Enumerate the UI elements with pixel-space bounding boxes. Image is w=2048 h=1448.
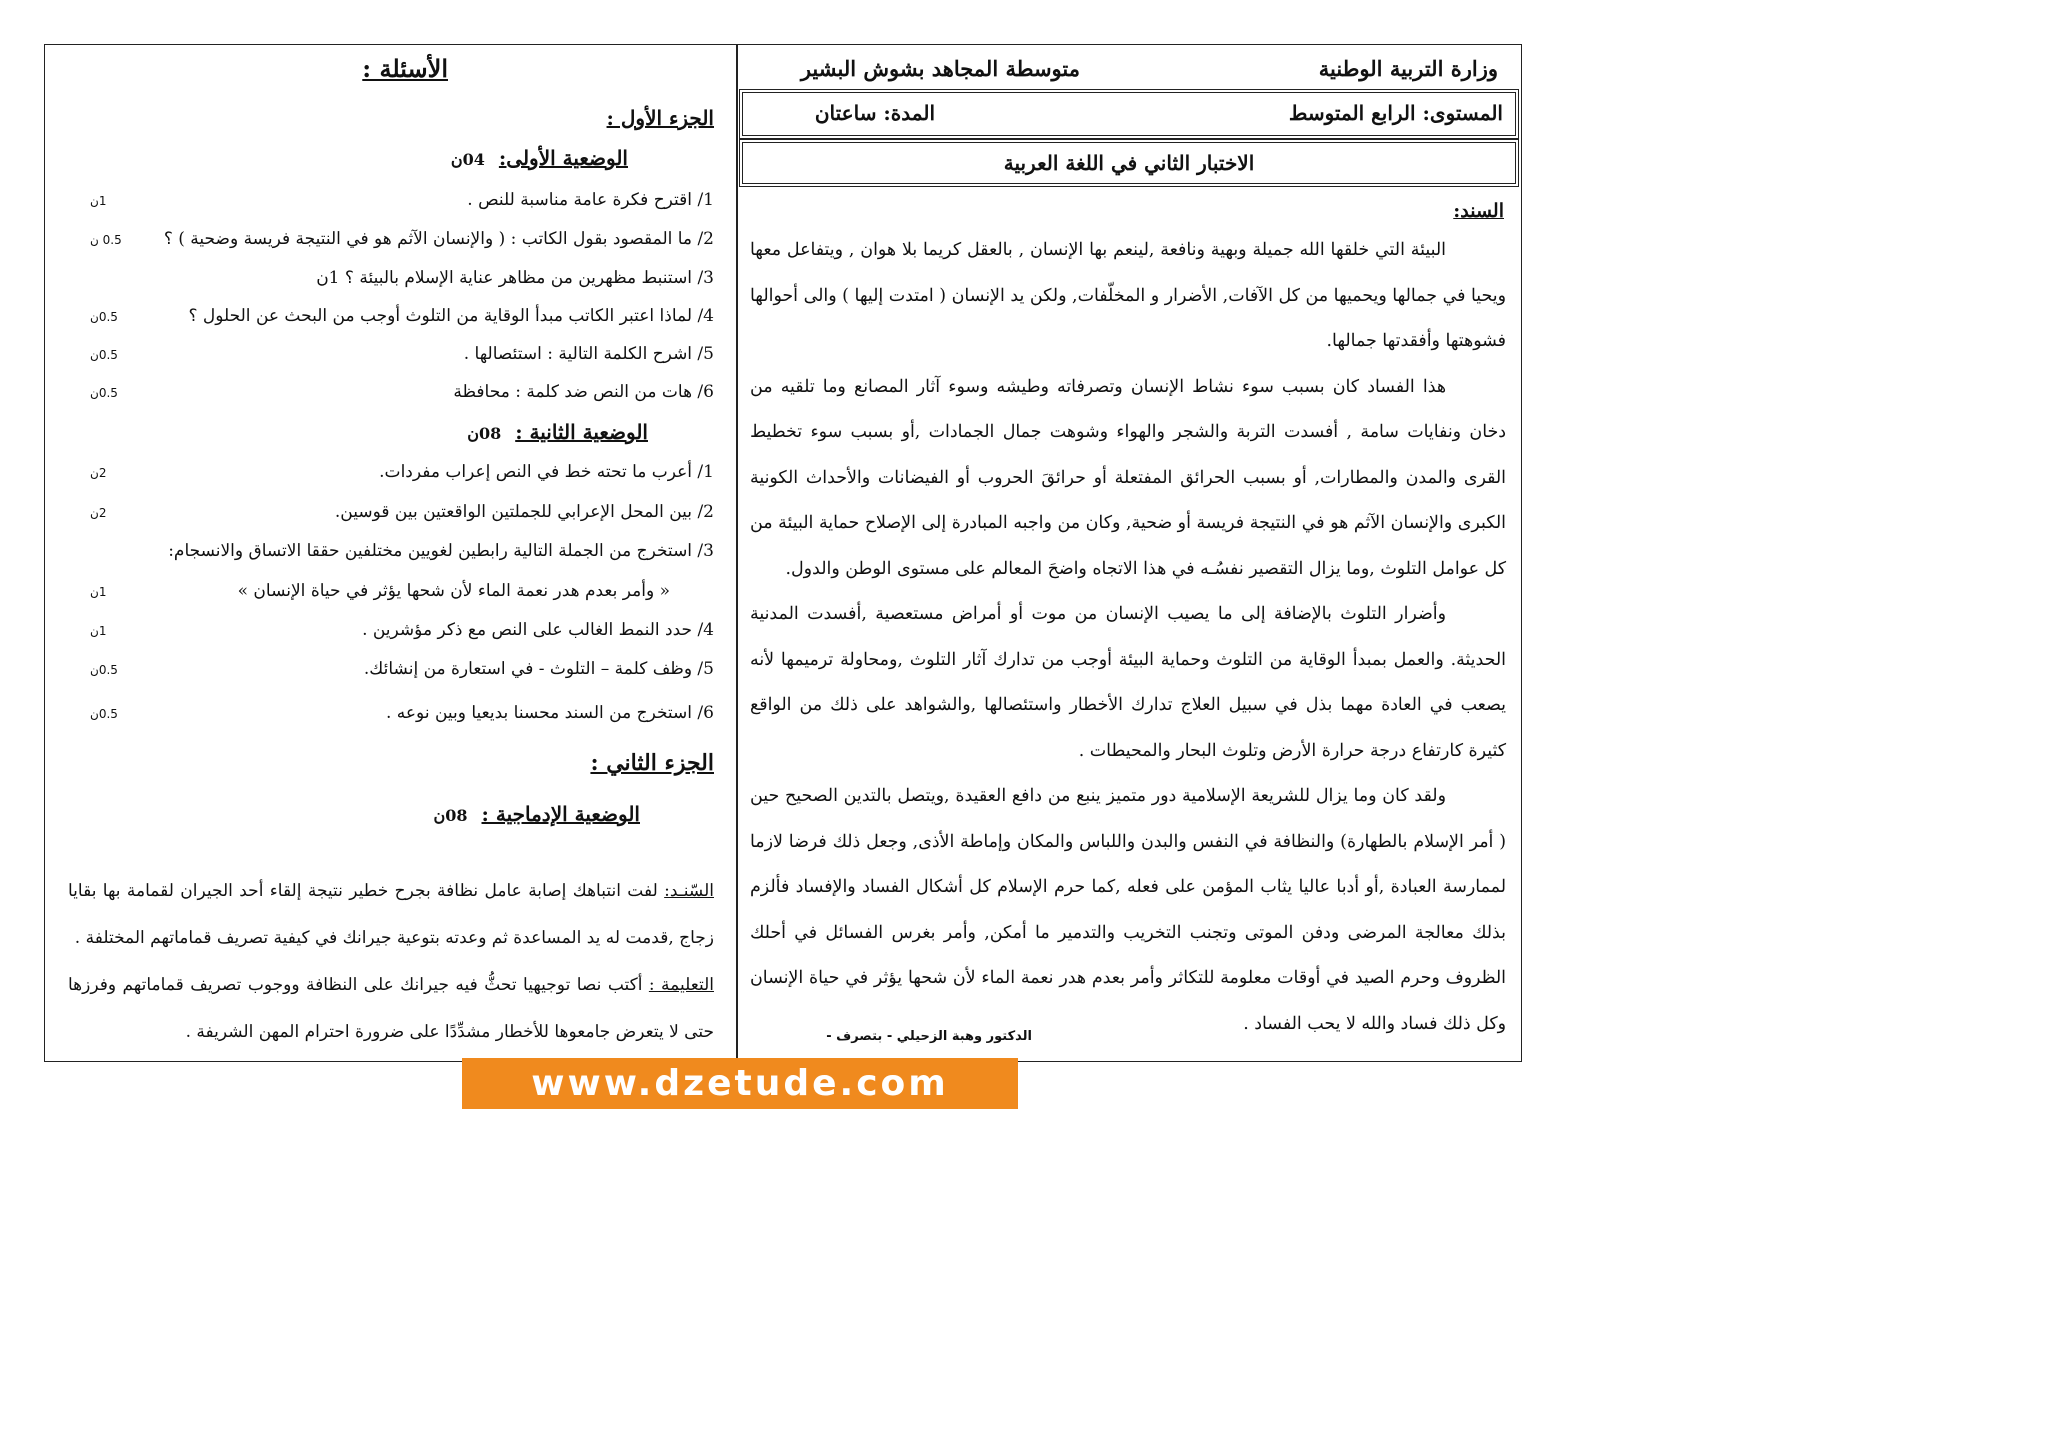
sanad-label: السّنـد:: [664, 881, 714, 901]
question-item: 4/ حدد النمط الغالب على النص مع ذكر مؤشرين . 1ن: [90, 620, 714, 640]
integration-marks: 08ن: [433, 806, 468, 825]
quote-mark: 1ن: [90, 585, 107, 599]
questions-column: [46, 44, 736, 1062]
ministry-name: وزارة التربية الوطنية: [1318, 56, 1498, 81]
part2-title: الجزء الثاني :: [590, 750, 714, 776]
integration-title: [434, 802, 641, 826]
quote-row: [68, 581, 714, 609]
situation1-marks: 04ن: [450, 150, 485, 169]
site-banner[interactable]: www.dzetude.com: [462, 1058, 1018, 1109]
questions-title: الأسئلة :: [362, 54, 448, 83]
task-label: التعليمة :: [648, 975, 714, 995]
level-label: المستوى: الرابع المتوسط: [1288, 101, 1503, 125]
question-item: 5/ اشرح الكلمة التالية : استئصالها . 0.5ن: [90, 344, 714, 364]
paragraph-3: وأضرار التلوث بالإضافة إلى ما يصيب الإنسان من موت أو أمراض مستعصية ,أفسدت المدنية الحديثة. والعمل بمبدأ الوقاية من التلوث وحماية البيئة أوجب من تدارك آثار التلوث ,ومحاولة ترميمها لأنه يصعب في العادة مهما بذل في سبيل العلاج تدارك الأخطار واستئصالها ,والشواهد على ذلك من الواقع كثيرة كارتفاع درجة حرارة الأرض وتلوث البحار والمحيطات .: [750, 604, 1506, 761]
task-text: أكتب نصا توجيهيا تحثُّ فيه جيرانك على النظافة ووجوب تصريف قماماتهم وفرزها حتى لا يتعرض جامعوها للأخطار مشدِّدًا على ضرورة احترام المهن الشريفة .: [68, 975, 714, 1042]
column-divider: [736, 44, 738, 1062]
question-item: 4/ لماذا اعتبر الكاتب مبدأ الوقاية من التلوث أوجب من البحث عن الحلول ؟ 0.5ن: [90, 306, 714, 326]
paragraph-1: البيئة التي خلقها الله جميلة وبهية ونافعة ,لينعم بها الإنسان , بالعقل كريما بلا هوان , ويتفاعل معها ويحيا في جمالها ويحميها من كل الآفات, الأضرار و المخلّفات, ولكن يد الإنسان ( امتدت إليها ) والى أحوالها فشوهتها وأفقدتها جمالها.: [750, 240, 1506, 351]
integration-label: الوضعية الإدماجية :: [481, 802, 640, 826]
quote-text: « وأمر بعدم هدر نعمة الماء لأن شحها يؤثر في حياة الإنسان »: [237, 581, 670, 601]
paragraph-4: ولقد كان وما يزال للشريعة الإسلامية دور متميز ينبع من دافع العقيدة ,ويتصل بالتدين الصحيح حين ( أمر الإسلام بالطهارة) والنظافة في النفس والبدن واللباس والمكان وإماطة الأذى, وجعل ذلك فرضا لازما لممارسة العبادة ,أو أدبا عاليا يثاب المؤمن على فعله ,كما حرم الإسلام كل أشكال الفساد والإفساد فألزم بذلك معالجة المرضى ودفن الموتى وتجنب التخريب والتدمير ما أمكن, وأمر بغرس الفسائل في أحلك الظروف وحرم الصيد في أوقات معلومة للتكاثر وأمر بعدم هدر نعمة الماء لأن شحها يؤثر في حياة الإنسان وكل ذلك فساد والله لا يحب الفساد .: [750, 786, 1506, 1034]
question-item: 6/ هات من النص ضد كلمة : محافظة 0.5ن: [90, 382, 714, 402]
text-column: [740, 44, 1520, 1062]
question-item: 1/ أعرب ما تحته خط في النص إعراب مفردات. 2ن: [90, 462, 714, 482]
question-item: 6/ استخرج من السند محسنا بديعيا وبين نوعه . 0.5ن: [90, 703, 714, 723]
integration-task: [68, 962, 714, 1056]
situation1-title: [451, 146, 628, 170]
situation2-title: [467, 420, 648, 444]
question-item: 2/ ما المقصود بقول الكاتب : ( والإنسان الآثم هو في النتيجة فريسة وضحية ) ؟ 0.5 ن: [90, 229, 714, 249]
question-item: 3/ استنبط مظهرين من مظاهر عناية الإسلام بالبيئة ؟ 1ن: [316, 268, 714, 288]
situation2-label: الوضعية الثانية :: [515, 420, 648, 444]
question-item: 2/ بين المحل الإعرابي للجملتين الواقعتين بين قوسين. 2ن: [90, 502, 714, 522]
text-heading: السند:: [1453, 200, 1504, 222]
situation2-marks: 08ن: [467, 424, 502, 443]
integration-body: [68, 868, 714, 1056]
paragraph-2: هذا الفساد كان بسبب سوء نشاط الإنسان وتصرفاته وطيشه وسوء آثار المصانع وما تلقيه من دخان ونفايات سامة , أفسدت التربة والشجر والهواء وشوهت جمال الجمادات ,أو بسبب سوء تخطيط القرى والمدن والمطارات, أو بسبب الحرائق المفتعلة أو حرائقَ الحروب أو الفيضانات والأحداث الكونية الكبرى والإنسان الآثم هو في النتيجة فريسة أو ضحية, وكان من واجبه المبادرة إلى الإصلاح حماية البيئة من كل عوامل التلوث ,وما يزال التقصير نفسُـه في هذا الاتجاه واضحَ المعالم على مستوى الوطن والدول.: [750, 376, 1506, 579]
school-name: متوسطة المجاهد بشوش البشير: [800, 56, 1080, 81]
situation1-label: الوضعية الأولى:: [498, 146, 628, 170]
exam-title: الاختبار الثاني في اللغة العربية: [742, 142, 1516, 184]
sanad-text: لفت انتباهك إصابة عامل نظافة بجرح خطير نتيجة إلقاء أحد الجيران لقمامة بها بقايا زجاج ,قدمت له يد المساعدة ثم وعدته بتوعية جيرانك في كيفية تصريف قماماتهم المختلفة .: [68, 881, 714, 948]
header-top: [740, 54, 1520, 88]
question-item: 5/ وظف كلمة – التلوث - في استعارة من إنشائك. 0.5ن: [90, 659, 714, 679]
passage: [750, 228, 1506, 1047]
part1-title: الجزء الأول :: [606, 106, 714, 130]
duration-label: المدة: ساعتان: [814, 101, 935, 125]
question-item: 1/ اقترح فكرة عامة مناسبة للنص . 1ن: [90, 190, 714, 210]
question-item: 3/ استخرج من الجملة التالية رابطين لغويين مختلفين حققا الاتساق والانسجام:: [168, 541, 714, 561]
integration-sanad: [68, 868, 714, 962]
level-duration-box: [742, 92, 1516, 136]
author: الدكتور وهبة الزحيلي - بتصرف -: [826, 1029, 1032, 1044]
